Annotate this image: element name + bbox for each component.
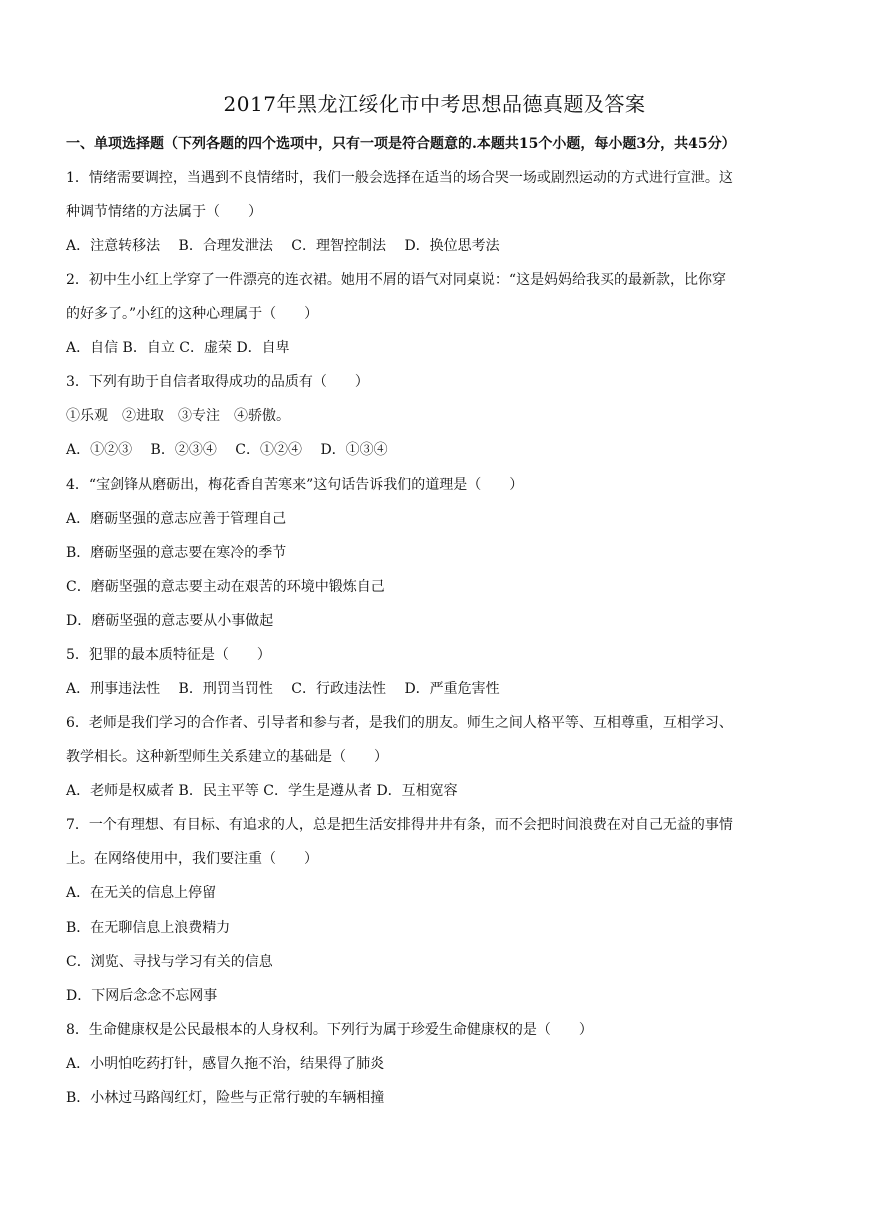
question-4-option-d: D．磨砺坚强的意志要从小事做起 <box>66 613 274 629</box>
question-4-option-a: A．磨砺坚强的意志应善于管理自己 <box>66 511 287 527</box>
question-2-options: A．自信 B．自立 C．虚荣 D．自卑 <box>66 340 290 356</box>
question-8-stem-line-1: 8．生命健康权是公民最根本的人身权利。下列行为属于珍爱生命健康权的是（ ） <box>66 1022 593 1038</box>
question-6-stem-line-1: 6．老师是我们学习的合作者、引导者和参与者，是我们的朋友。师生之间人格平等、互相尊重，互相学习、 <box>66 715 733 731</box>
question-5-stem-line-1: 5．犯罪的最本质特征是（ ） <box>66 647 271 663</box>
question-2-stem-line-2: 的好多了。”小红的这种心理属于（ ） <box>66 306 319 322</box>
question-8-option-b: B．小林过马路闯红灯，险些与正常行驶的车辆相撞 <box>66 1090 385 1106</box>
question-7-stem-line-2: 上。在网络使用中，我们要注重（ ） <box>66 851 318 867</box>
page-title: 2017年黑龙江绥化市中考思想品德真题及答案 <box>223 92 646 116</box>
question-4-option-b: B．磨砺坚强的意志要在寒冷的季节 <box>66 545 287 561</box>
question-2-stem-line-1: 2．初中生小红上学穿了一件漂亮的连衣裙。她用不屑的语气对同桌说：“这是妈妈给我买的最新款，比你穿 <box>66 272 727 288</box>
question-6-options: A．老师是权威者 B．民主平等 C．学生是遵从者 D．互相宽容 <box>66 783 458 799</box>
section-heading: 一、单项选择题（下列各题的四个选项中，只有一项是符合题意的.本题共15个小题，每小题3分，共45分） <box>66 136 736 152</box>
question-7-option-b: B．在无聊信息上浪费精力 <box>66 920 231 936</box>
question-1-stem-line-1: 1．情绪需要调控，当遇到不良情绪时，我们一般会选择在适当的场合哭一场或剧烈运动的方式进行宣泄。这 <box>66 170 733 186</box>
question-3-options: A．①②③ B．②③④ C．①②④ D．①③④ <box>66 442 388 458</box>
question-7-option-a: A．在无关的信息上停留 <box>66 885 217 901</box>
question-7-option-d: D．下网后念念不忘网事 <box>66 988 218 1004</box>
question-7-option-c: C．浏览、寻找与学习有关的信息 <box>66 954 273 970</box>
question-1-stem-line-2: 种调节情绪的方法属于（ ） <box>66 204 262 220</box>
question-1-options: A．注意转移法 B．合理发泄法 C．理智控制法 D．换位思考法 <box>66 238 500 254</box>
question-7-stem-line-1: 7．一个有理想、有目标、有追求的人，总是把生活安排得井井有条，而不会把时间浪费在对自己无益的事情 <box>66 817 733 833</box>
question-5-options: A．刑事违法性 B．刑罚当罚性 C．行政违法性 D．严重危害性 <box>66 681 500 697</box>
question-3-stem-line-2: ①乐观 ②进取 ③专注 ④骄傲。 <box>66 408 290 424</box>
question-8-option-a: A．小明怕吃药打针，感冒久拖不治，结果得了肺炎 <box>66 1056 385 1072</box>
question-3-stem-line-1: 3．下列有助于自信者取得成功的品质有（ ） <box>66 374 369 390</box>
question-4-stem-line-1: 4．“宝剑锋从磨砺出，梅花香自苦寒来”这句话告诉我们的道理是（ ） <box>66 477 524 493</box>
question-6-stem-line-2: 教学相长。这种新型师生关系建立的基础是（ ） <box>66 749 388 765</box>
question-4-option-c: C．磨砺坚强的意志要主动在艰苦的环境中锻炼自己 <box>66 579 385 595</box>
